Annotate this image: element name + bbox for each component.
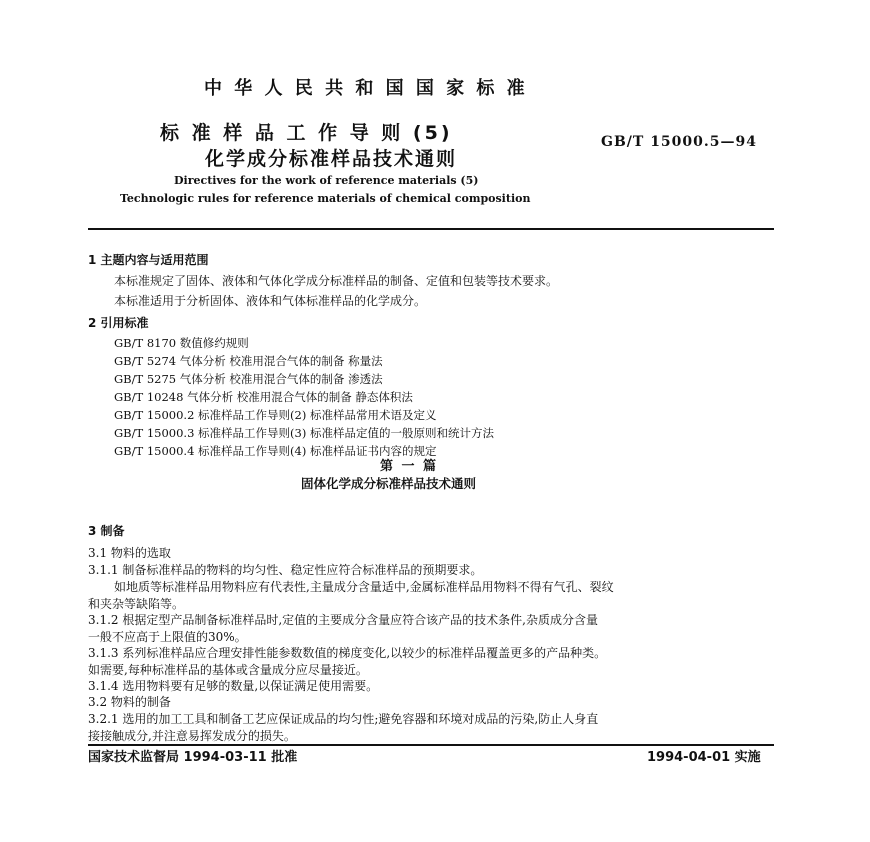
reference-item: GB/T 5274 气体分析 校准用混合气体的制备 称量法	[114, 354, 383, 368]
section-1-heading: 1 主题内容与适用范围	[88, 253, 209, 267]
header-divider	[88, 228, 774, 230]
clause-3-2-1-continued: 接接触成分,并注意易挥发成分的损失。	[88, 729, 296, 743]
clause-3-1-1-continued: 和夹杂等缺陷等。	[88, 597, 185, 611]
document-subtitle: 化学成分标准样品技术通则	[205, 148, 458, 170]
section-1-paragraph-2: 本标准适用于分析固体、液体和气体标准样品的化学成分。	[114, 294, 427, 308]
english-title-line2: Technologic rules for reference materials of chemical composition	[120, 192, 531, 205]
part-title: 第 一 篇	[380, 459, 439, 474]
document-title: 标 准 样 品 工 作 导 则 (5)	[160, 122, 453, 144]
reference-item: GB/T 5275 气体分析 校准用混合气体的制备 渗透法	[114, 372, 383, 386]
national-standard-title: 中 华 人 民 共 和 国 国 家 标 准	[204, 78, 528, 99]
english-title-line1: Directives for the work of reference materials (5)	[174, 174, 479, 187]
reference-item: GB/T 15000.2 标准样品工作导则(2) 标准样品常用术语及定义	[114, 408, 437, 422]
clause-3-1: 3.1 物料的选取	[88, 546, 171, 560]
section-2-heading: 2 引用标准	[88, 316, 149, 330]
reference-item: GB/T 15000.4 标准样品工作导则(4) 标准样品证书内容的规定	[114, 444, 437, 458]
clause-3-1-4: 3.1.4 选用物料要有足够的数量,以保证满足使用需要。	[88, 679, 379, 693]
implementation-date: 1994-04-01 实施	[647, 750, 761, 765]
section-1-paragraph-1: 本标准规定了固体、液体和气体化学成分标准样品的制备、定值和包装等技术要求。	[114, 274, 559, 288]
reference-item: GB/T 8170 数值修约规则	[114, 336, 249, 350]
reference-item: GB/T 10248 气体分析 校准用混合气体的制备 静态体积法	[114, 390, 413, 404]
clause-3-1-1: 3.1.1 制备标准样品的物料的均匀性、稳定性应符合标准样品的预期要求。	[88, 563, 483, 577]
clause-3-1-3: 3.1.3 系列标准样品应合理安排性能参数数值的梯度变化,以较少的标准样品覆盖更多的产品种类。	[88, 646, 607, 660]
clause-3-1-2-continued: 一般不应高于上限值的30%。	[88, 630, 247, 644]
clause-3-1-2: 3.1.2 根据定型产品制备标准样品时,定值的主要成分含量应符合该产品的技术条件,杂质成分含量	[88, 613, 598, 627]
approval-note: 国家技术监督局 1994-03-11 批准	[88, 750, 298, 765]
standard-code: GB/T 15000.5—94	[601, 134, 757, 150]
clause-3-2: 3.2 物料的制备	[88, 695, 171, 709]
clause-3-1-3-continued: 如需要,每种标准样品的基体或含量成分应尽量接近。	[88, 663, 368, 677]
reference-item: GB/T 15000.3 标准样品工作导则(3) 标准样品定值的一般原则和统计方法	[114, 426, 494, 440]
part-subtitle: 固体化学成分标准样品技术通则	[301, 476, 477, 491]
clause-3-1-1-continued: 如地质等标准样品用物料应有代表性,主量成分含量适中,金属标准样品用物料不得有气孔、裂纹	[114, 580, 614, 594]
section-3-heading: 3 制备	[88, 524, 125, 538]
clause-3-2-1: 3.2.1 选用的加工工具和制备工艺应保证成品的均匀性;避免容器和环境对成品的污染,防止人身直	[88, 712, 599, 726]
